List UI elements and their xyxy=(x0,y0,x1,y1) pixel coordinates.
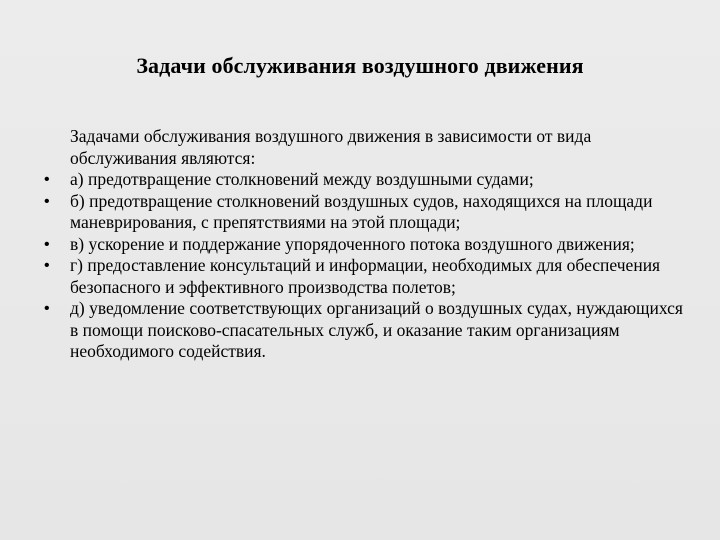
list-item xyxy=(44,298,694,363)
slide-body xyxy=(44,126,694,363)
list-item xyxy=(44,234,694,256)
list-item-text: а) предотвращение столкновений между воздушными судами; xyxy=(70,169,534,189)
list-item-text: д) уведомление соответствующих организаций о воздушных судах, нуждающихся в помощи поисково-спасательных служб, и оказание таким организациям необходимого содействия. xyxy=(70,298,683,361)
task-list xyxy=(44,169,694,363)
list-item-text: г) предоставление консультаций и информации, необходимых для обеспечения безопасного и эффективного производства полетов; xyxy=(70,255,661,297)
list-item xyxy=(44,255,694,298)
intro-paragraph: Задачами обслуживания воздушного движения в зависимости от вида обслуживания являются: xyxy=(70,126,592,168)
list-item xyxy=(44,191,694,234)
bullet-icon: • xyxy=(44,171,50,188)
bullet-icon: • xyxy=(44,192,50,210)
list-item-text: б) предотвращение столкновений воздушных судов, находящихся на площади маневрирования, с препятствиями на этой площади; xyxy=(70,190,653,232)
list-item-text: в) ускорение и поддержание упорядоченного потока воздушного движения; xyxy=(70,233,635,254)
bullet-icon: • xyxy=(44,235,50,253)
slide-title: Задачи обслуживания воздушного движения xyxy=(136,53,584,78)
bullet-icon: • xyxy=(44,257,50,274)
list-item xyxy=(44,169,694,191)
bullet-icon: • xyxy=(44,300,50,317)
